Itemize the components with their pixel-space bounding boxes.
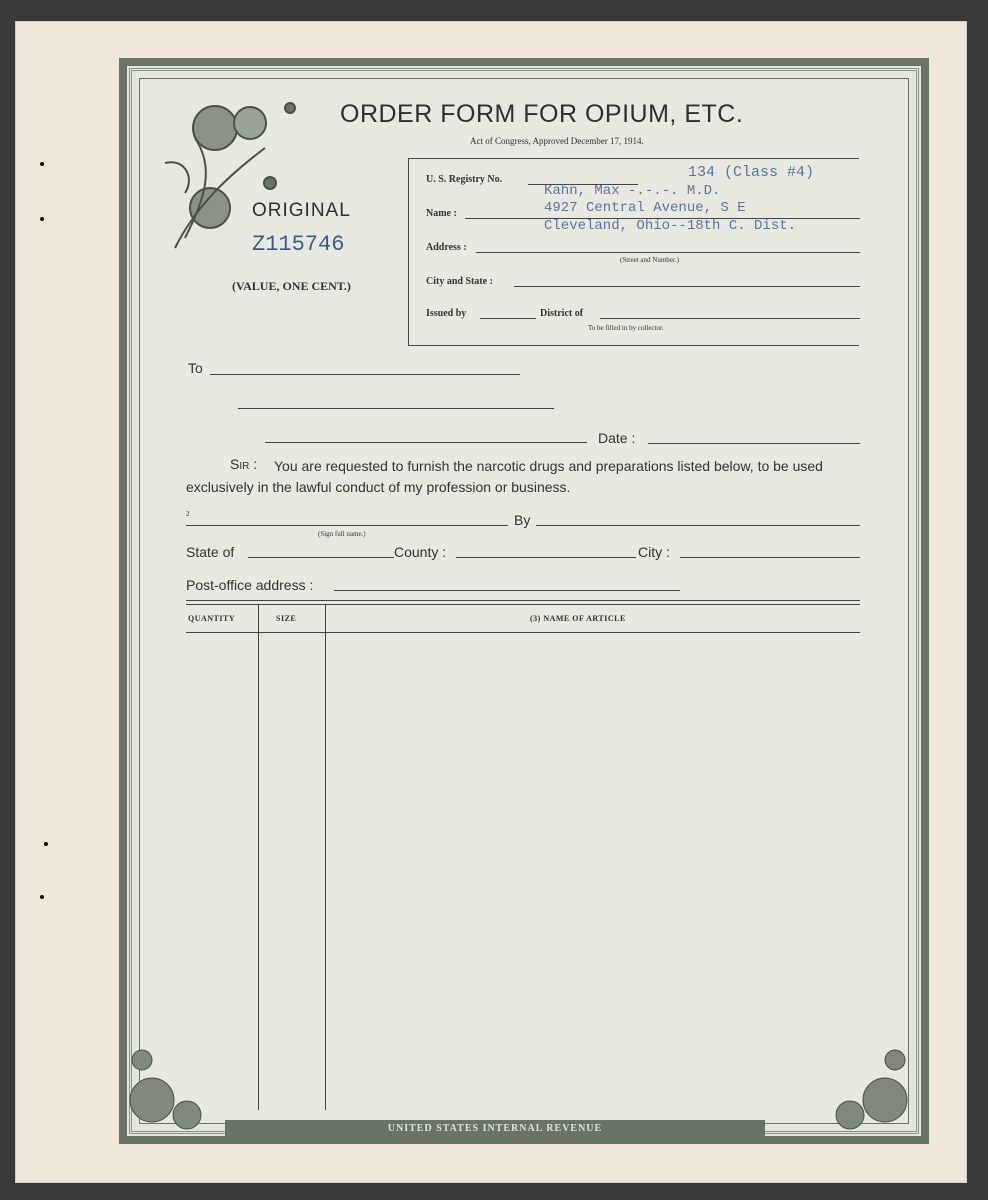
date-label: Date : <box>598 430 636 446</box>
to-label: To <box>188 360 203 376</box>
form-title: ORDER FORM FOR OPIUM, ETC. <box>340 100 744 128</box>
issued-by-label: Issued by <box>426 308 467 319</box>
post-office-field[interactable] <box>334 590 680 591</box>
city-label: City : <box>638 544 670 560</box>
county-label: County : <box>394 544 447 560</box>
collector-note: To be filled in by collector. <box>588 324 664 332</box>
to-field-line-2[interactable] <box>238 408 554 409</box>
state-label: State of <box>186 544 235 560</box>
margin-mark <box>40 895 44 899</box>
county-field[interactable] <box>456 557 636 558</box>
sign-number: 2 <box>186 510 190 518</box>
signature-field[interactable] <box>186 525 508 526</box>
margin-mark <box>40 217 44 221</box>
name-label: Name : <box>426 208 457 219</box>
sign-note: (Sign full name.) <box>318 530 366 538</box>
revenue-band: UNITED STATES INTERNAL REVENUE <box>225 1120 765 1138</box>
registry-label: U. S. Registry No. <box>426 174 503 185</box>
address-line-2[interactable]: Cleveland, Ohio--18th C. Dist. <box>544 218 797 234</box>
post-office-label: Post-office address : <box>186 577 314 593</box>
margin-mark <box>44 842 48 846</box>
order-items-table[interactable] <box>186 640 860 1110</box>
to-field-line-3[interactable] <box>265 442 587 443</box>
address-line-1[interactable]: 4927 Central Avenue, S E <box>544 200 746 216</box>
address-label: Address : <box>426 242 467 253</box>
by-label: By <box>514 512 531 528</box>
salutation: Sir : <box>230 456 258 472</box>
request-paragraph: You are requested to furnish the narcotic drugs and preparations listed below, to be used exclusively in the lawful conduct of my profession or business. <box>186 458 823 495</box>
street-note: (Street and Number.) <box>620 256 679 264</box>
city-state-label: City and State : <box>426 276 493 287</box>
serial-number: Z115746 <box>252 232 345 257</box>
name-value[interactable]: Kahn, Max -.-.-. M.D. <box>544 183 721 199</box>
form-subtitle: Act of Congress, Approved December 17, 1914. <box>470 136 644 146</box>
to-field[interactable] <box>210 374 520 375</box>
value-note: (VALUE, ONE CENT.) <box>232 279 351 293</box>
col-size: SIZE <box>276 614 297 623</box>
copy-label: ORIGINAL <box>252 200 351 221</box>
by-field[interactable] <box>536 525 860 526</box>
registry-value[interactable]: 134 (Class #4) <box>688 164 815 181</box>
col-article: (3) NAME OF ARTICLE <box>530 614 626 623</box>
district-label: District of <box>540 308 584 319</box>
state-field[interactable] <box>248 557 394 558</box>
col-quantity: QUANTITY <box>188 614 236 623</box>
margin-mark <box>40 162 44 166</box>
date-field[interactable] <box>648 443 860 444</box>
city-field[interactable] <box>680 557 860 558</box>
